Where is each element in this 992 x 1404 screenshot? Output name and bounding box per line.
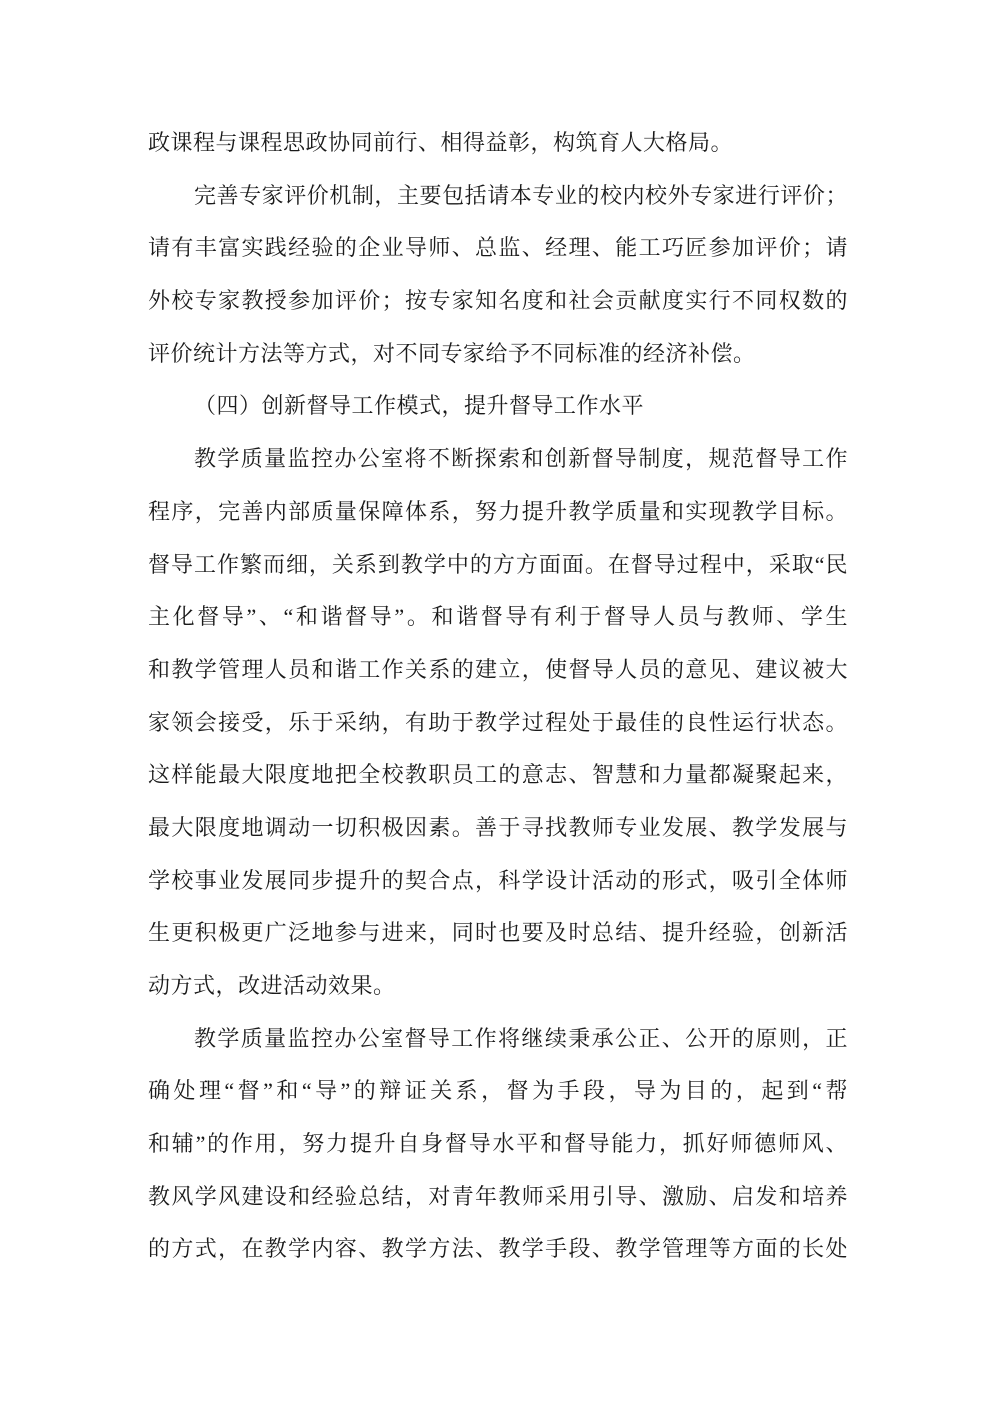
- section-heading: （四）创新督导工作模式，提升督导工作水平: [194, 393, 645, 419]
- text-line: 程序，完善内部质量保障体系，努力提升教学质量和实现教学目标。: [148, 498, 848, 524]
- text-line: 的方式，在教学内容、教学方法、教学手段、教学管理等方面的长处: [148, 1236, 848, 1262]
- text-line: 完善专家评价机制，主要包括请本专业的校内校外专家进行评价；: [194, 182, 848, 208]
- text-line: 主化督导”、“和谐督导”。和谐督导有利于督导人员与教师、学生: [148, 604, 848, 630]
- text-line: 和教学管理人员和谐工作关系的建立，使督导人员的意见、建议被大: [148, 656, 848, 682]
- text-line: 学校事业发展同步提升的契合点，科学设计活动的形式，吸引全体师: [148, 867, 848, 893]
- text-line: 教学质量监控办公室将不断探索和创新督导制度，规范督导工作: [194, 446, 848, 472]
- text-line: 政课程与课程思政协同前行、相得益彰，构筑育人大格局。: [148, 130, 734, 155]
- text-line: 评价统计方法等方式，对不同专家给予不同标准的经济补偿。: [148, 340, 756, 366]
- text-line: 确处理“督”和“导”的辩证关系，督为手段，导为目的，起到“帮: [148, 1078, 848, 1104]
- text-line: 家领会接受，乐于采纳，有助于教学过程处于最佳的良性运行状态。: [148, 709, 848, 735]
- text-line: 督导工作繁而细，关系到教学中的方方面面。在督导过程中，采取“民: [148, 551, 848, 577]
- text-line: 请有丰富实践经验的企业导师、总监、经理、能工巧匠参加评价；请: [148, 235, 848, 261]
- text-line: 教风学风建设和经验总结，对青年教师采用引导、激励、启发和培养: [148, 1183, 848, 1209]
- document-body: [148, 117, 848, 1276]
- text-line: 和辅”的作用，努力提升自身督导水平和督导能力，抓好师德师风、: [148, 1131, 848, 1157]
- text-line: 外校专家教授参加评价；按专家知名度和社会贡献度实行不同权数的: [148, 288, 848, 314]
- text-line: 教学质量监控办公室督导工作将继续秉承公正、公开的原则，正: [194, 1025, 848, 1051]
- text-line: 动方式，改进活动效果。: [148, 973, 396, 998]
- text-line: 这样能最大限度地把全校教职员工的意志、智慧和力量都凝聚起来，: [148, 762, 848, 788]
- text-line: 最大限度地调动一切积极因素。善于寻找教师专业发展、教学发展与: [148, 814, 848, 840]
- text-line: 生更积极更广泛地参与进来，同时也要及时总结、提升经验，创新活: [148, 920, 848, 946]
